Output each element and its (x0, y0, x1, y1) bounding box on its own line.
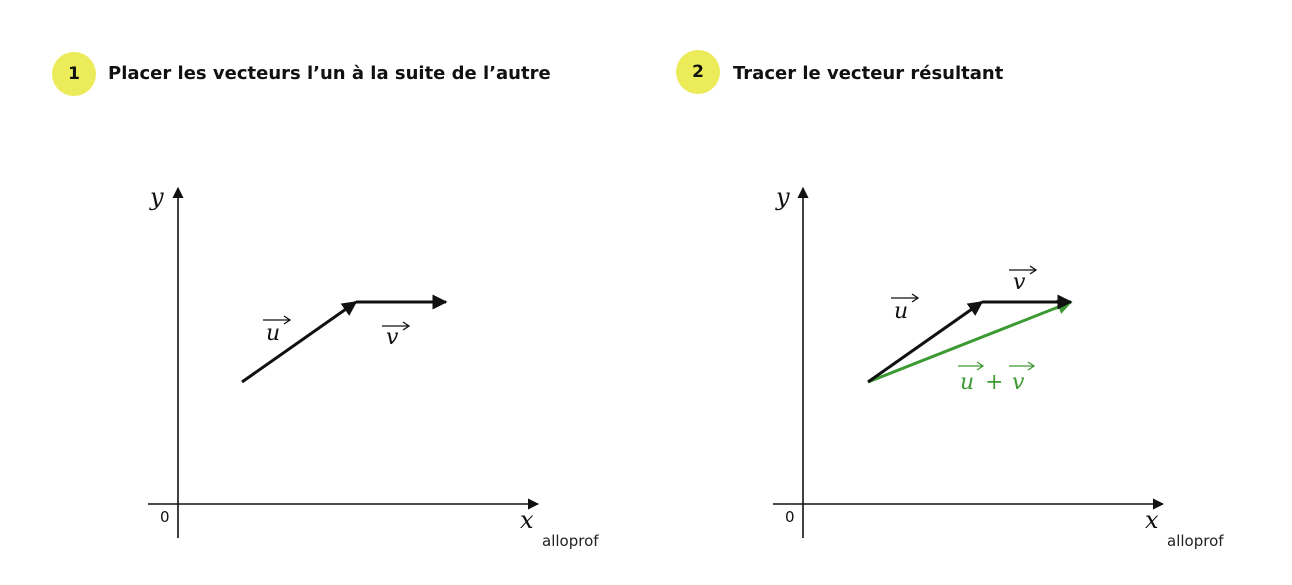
panel-2-vector-v-label (1009, 266, 1036, 295)
panel-1-origin-label: 0 (160, 508, 170, 526)
panel-2-brand-logo: alloprof (1167, 532, 1224, 550)
panel-2-vector-u-label (891, 294, 918, 324)
panel-1-vector-u (242, 302, 356, 382)
panel-1-vector-u-label (263, 316, 290, 346)
panel-2-v-text: v (1013, 270, 1026, 295)
step-1-badge: 1 (52, 52, 96, 96)
panel-2-resultant-plus: + (985, 370, 1004, 395)
panel-1-v-text: v (386, 325, 399, 350)
panel-2-u-text: u (894, 299, 909, 324)
panel-2-resultant-u-text: u (960, 370, 975, 395)
panel-2-x-label: x (1145, 506, 1159, 534)
step-2-title: Tracer le vecteur résultant (733, 63, 1004, 84)
panel-2-resultant-label (958, 362, 1034, 395)
step-1-title: Placer les vecteurs l’un à la suite de l’autre (108, 63, 551, 84)
panel-1-y-label: y (150, 183, 164, 211)
panel-2-resultant-v-text: v (1012, 370, 1025, 395)
step-2-badge: 2 (676, 50, 720, 94)
panel-1-x-label: x (520, 506, 534, 534)
panel-2-origin-label: 0 (785, 508, 795, 526)
panel-2-diagram (773, 183, 1224, 550)
panel-2-y-label: y (776, 183, 790, 211)
panel-1-diagram (148, 183, 599, 550)
panel-1-u-text: u (266, 321, 281, 346)
panel-1-brand-logo: alloprof (542, 532, 599, 550)
panel-1-vector-v-label (382, 322, 409, 350)
